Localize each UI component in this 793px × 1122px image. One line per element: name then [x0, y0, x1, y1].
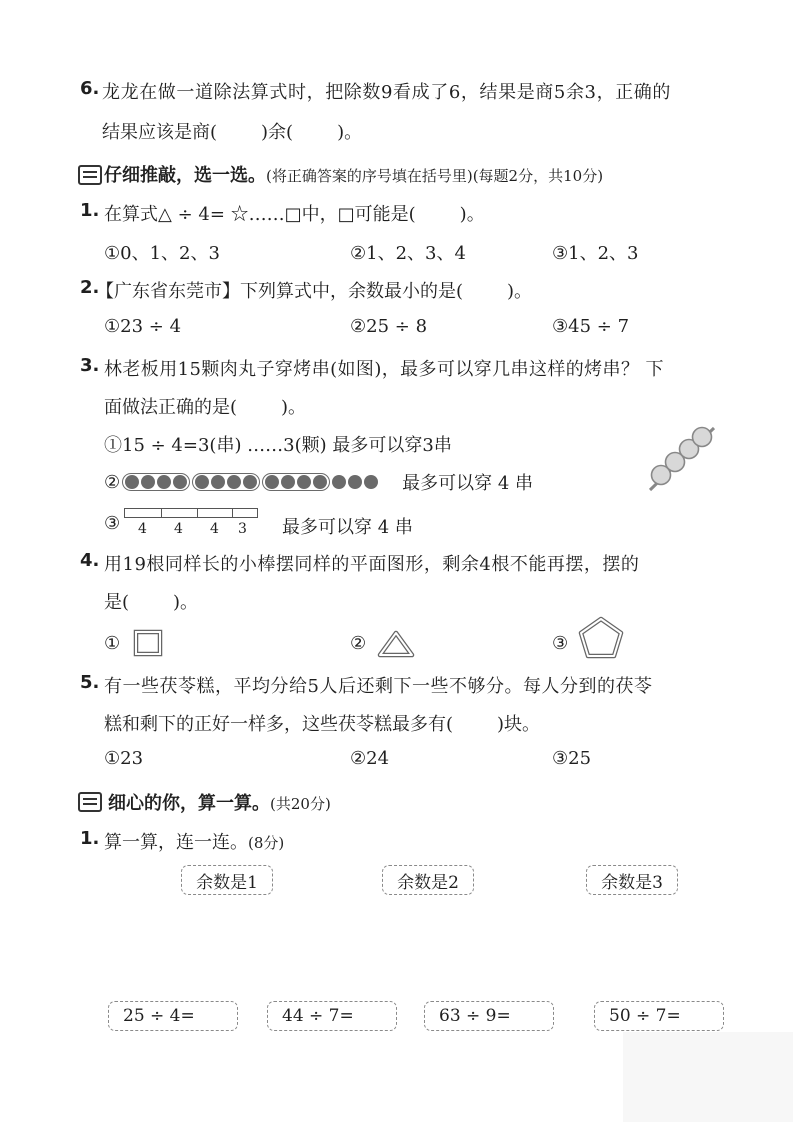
s2q1-option-2[interactable]: ②1、2、3、4	[350, 243, 466, 264]
s2q2-number: 2.	[80, 277, 100, 298]
q6-line1: 龙龙在做一道除法算式时，把除数9看成了6，结果是商5余3，正确的	[102, 82, 672, 103]
s2q3-line2: 面做法正确的是( )。	[104, 397, 307, 418]
s2q4-number: 4.	[80, 550, 100, 571]
s3q1-number: 1.	[80, 828, 100, 849]
remainder-box-1[interactable]: 余数是1	[181, 865, 273, 895]
s2q1-option-1[interactable]: ①0、1、2、3	[104, 243, 220, 264]
s2q3-number: 3.	[80, 355, 100, 376]
expression-box-3[interactable]: 63 ÷ 9=	[424, 1001, 554, 1031]
section3-title: 细心的你，算一算。	[108, 793, 270, 814]
s2q5-number: 5.	[80, 672, 100, 693]
q6-number: 6.	[80, 78, 100, 99]
s2q4-option-3[interactable]: ③	[552, 633, 569, 654]
s2q5-option-2[interactable]: ②24	[350, 748, 390, 769]
section2-header	[104, 161, 603, 187]
s2q2-option-2[interactable]: ②25 ÷ 8	[350, 316, 428, 337]
expression-box-4[interactable]: 50 ÷ 7=	[594, 1001, 724, 1031]
square-sticks-icon	[130, 626, 166, 660]
s2q2-text: 【广东省东莞市】下列算式中，余数最小的是( )。	[96, 281, 533, 302]
section3-note: (共20分)	[270, 795, 331, 813]
s2q3-option-3-text: 最多可以穿 4 串	[282, 517, 413, 538]
s2q5-line1: 有一些茯苓糕，平均分给5人后还剩下一些不够分。每人分到的茯苓	[104, 676, 653, 697]
meatball-groups-diagram	[122, 473, 380, 491]
expression-box-2[interactable]: 44 ÷ 7=	[267, 1001, 397, 1031]
section-list-icon-2	[78, 792, 102, 812]
bar-label-4: 3	[238, 521, 247, 537]
s3q1-text: 算一算，连一连。(8分)	[104, 832, 285, 853]
s2q4-option-2[interactable]: ②	[350, 633, 367, 654]
q6-line2: 结果应该是商( )余( )。	[102, 122, 363, 143]
bar-label-3: 4	[210, 521, 219, 537]
remainder-box-2[interactable]: 余数是2	[382, 865, 474, 895]
s2q2-option-1[interactable]: ①23 ÷ 4	[104, 316, 182, 337]
s2q3-line1: 林老板用15颗肉丸子穿烤串(如图)，最多可以穿几串这样的烤串？ 下	[104, 359, 664, 380]
bar-label-2: 4	[174, 521, 183, 537]
remainder-box-3[interactable]: 余数是3	[586, 865, 678, 895]
pentagon-sticks-icon	[576, 614, 626, 662]
s2q5-line2: 糕和剩下的正好一样多，这些茯苓糕最多有( )块。	[104, 714, 541, 735]
section2-title: 仔细推敲，选一选。	[104, 165, 266, 186]
s2q1-option-3[interactable]: ③1、2、3	[552, 243, 639, 264]
s2q5-option-1[interactable]: ①23	[104, 748, 144, 769]
s2q3-option-1[interactable]: ①15 ÷ 4=3(串) ……3(颗) 最多可以穿3串	[104, 435, 452, 456]
segment-bar-diagram	[124, 508, 258, 518]
page-corner-shade	[623, 1032, 793, 1122]
triangle-sticks-icon	[376, 628, 416, 660]
s2q4-line1: 用19根同样长的小棒摆同样的平面图形，剩余4根不能再摆，摆的	[104, 554, 640, 575]
s2q4-line2: 是( )。	[104, 592, 199, 613]
section3-header	[108, 789, 331, 815]
s2q4-option-1[interactable]: ①	[104, 633, 121, 654]
s2q5-option-3[interactable]: ③25	[552, 748, 592, 769]
bar-label-1: 4	[138, 521, 147, 537]
s2q1-number: 1.	[80, 200, 100, 221]
meatball-skewer-icon	[640, 420, 720, 500]
s2q3-option-3-mark[interactable]: ③	[104, 513, 121, 534]
expression-box-1[interactable]: 25 ÷ 4=	[108, 1001, 238, 1031]
s2q1-text: 在算式△ ÷ 4= ☆……□中，□可能是( )。	[104, 204, 485, 225]
section-list-icon	[78, 165, 102, 185]
section2-note: (将正确答案的序号填在括号里)(每题2分，共10分)	[266, 167, 604, 185]
s2q2-option-3[interactable]: ③45 ÷ 7	[552, 316, 630, 337]
s2q3-option-2[interactable]: ② 最多可以穿 4 串	[104, 471, 534, 494]
